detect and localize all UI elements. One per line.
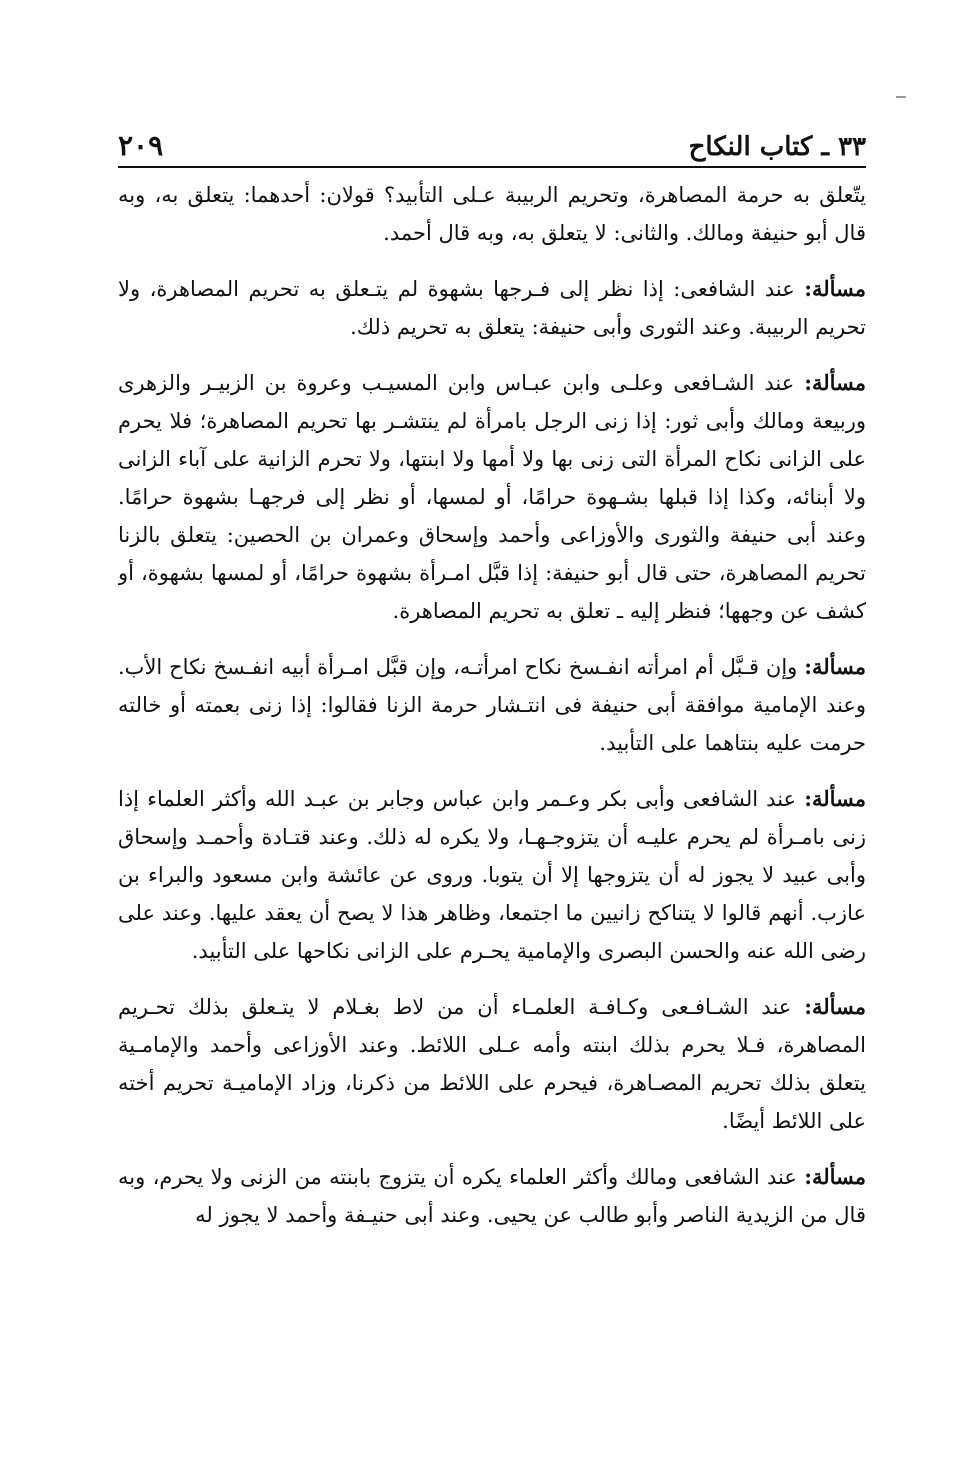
paragraph-text: يتّعلق به حرمة المصاهرة، وتحريم الربيبة عـلى التأبيد؟ قولان: أحدهما: يتعلق به، وبه قال أبو حنيفة ومالك. والثانى: لا يتعلق به، وبه قال أحمد. — [118, 183, 866, 245]
masala-label: مسألة: — [804, 994, 866, 1019]
paragraph-text: عند الشـافعى وعلـى وابن عبـاس وابن المسيـب وعروة بن الزبيـر والزهرى وربيعة ومالك وأبى ثور: إذا زنى الرجل بامرأة لم ينتشـر بها تحريم المصاهرة؛ فلا يحرم على الزانى نكاح المرأة التى زنى بها ولا أمها ولا ابنتها، ولا تحرم الزانية على آباء الزانى ولا أبنائه، وكذا إذا قبلها بشـهوة حرامًا، أو لمسها، أو نظر إلى فرجهـا بشهوة حرامًا. وعند أبى حنيفة والثورى والأوزاعى وأحمد وإسحاق وعمران بن الحصين: يتعلق بالزنا تحريم المصاهرة، حتى قال أبو حنيفة: إذا قبَّل امـرأة بشهوة حرامًا، أو لمسها بشهوة، أو كشف عن وجهها؛ فنظر إليه ـ تعلق به تحريم المصاهرة. — [118, 371, 866, 623]
header-rule — [118, 166, 866, 168]
masala-paragraph — [118, 1158, 866, 1234]
masala-label: مسألة: — [804, 654, 866, 679]
page-header — [118, 118, 866, 162]
paragraph-continuation — [118, 176, 866, 252]
masala-label: مسألة: — [804, 276, 866, 301]
masala-paragraph — [118, 270, 866, 346]
masala-paragraph — [118, 780, 866, 970]
chapter-title: ٣٣ ـ كتاب النكاح — [688, 132, 866, 162]
paragraph-text: وإن قـبَّل أم امرأته انفـسخ نكاح امرأتـه، وإن قبَّل امـرأة أبيه انفـسخ نكاح الأب. وعند الإمامية موافقة أبى حنيفة فى انتـشار حرمة الزنا فقالوا: إذا زنى بعمته أو خالته حرمت عليه بنتاهما على التأبيد. — [118, 655, 866, 755]
paragraph-text: عند الشافعى وأبى بكر وعـمر وابن عباس وجابر بن عبـد الله وأكثر العلماء إذا زنى بامـرأة لم يحرم عليـه أن يتزوجـهـا، ولا يكره له ذلك. وعند قتـادة وأحمـد وإسحاق وأبى عبيد لا يجوز له أن يتزوجها إلا أن يتوبا. وروى عن عائشة وابن مسعود والبراء بن عازب. أنهم قالوا لا يتناكح زانيين ما اجتمعا، وظاهر هذا لا يصح أن يعقد عليها. وعند على رضى الله عنه والحسن البصرى والإمامية يحـرم على الزانى نكاحها على التأبيد. — [118, 787, 866, 963]
masala-paragraph — [118, 364, 866, 630]
page-body — [118, 176, 866, 1386]
masala-label: مسألة: — [804, 1164, 866, 1189]
margin-speck — [896, 96, 906, 98]
masala-label: مسألة: — [804, 786, 866, 811]
paragraph-text: عند الشافعى: إذا نظر إلى فـرجها بشهوة لم يتـعلق به تحريم المصاهرة، ولا تحريم الربيبة. وعند الثورى وأبى حنيفة: يتعلق به تحريم ذلك. — [118, 277, 866, 339]
page-number: ٢٠٩ — [118, 129, 164, 162]
paragraph-text: عند الشافعى ومالك وأكثر العلماء يكره أن يتزوج بابنته من الزنى ولا يحرم، وبه قال من الزيدية الناصر وأبو طالب عن يحيى. وعند أبى حنيـفة وأحمد لا يجوز له — [118, 1165, 866, 1227]
masala-paragraph — [118, 648, 866, 762]
masala-paragraph — [118, 988, 866, 1140]
paragraph-text: عند الشـافـعى وكـافـة العلمـاء أن من لاط بغـلام لا يتـعلق بذلك تحـريم المصاهرة، فـلا يحرم بذلك ابنته وأمه عـلى اللائط. وعند الأوزاعى وأحمد والإمامـية يتعلق بذلك تحريم المصـاهرة، فيحرم على اللائط من ذكرنا، وزاد الإماميـة تحريم أخته على اللائط أيضًا. — [118, 995, 866, 1133]
masala-label: مسألة: — [804, 370, 866, 395]
